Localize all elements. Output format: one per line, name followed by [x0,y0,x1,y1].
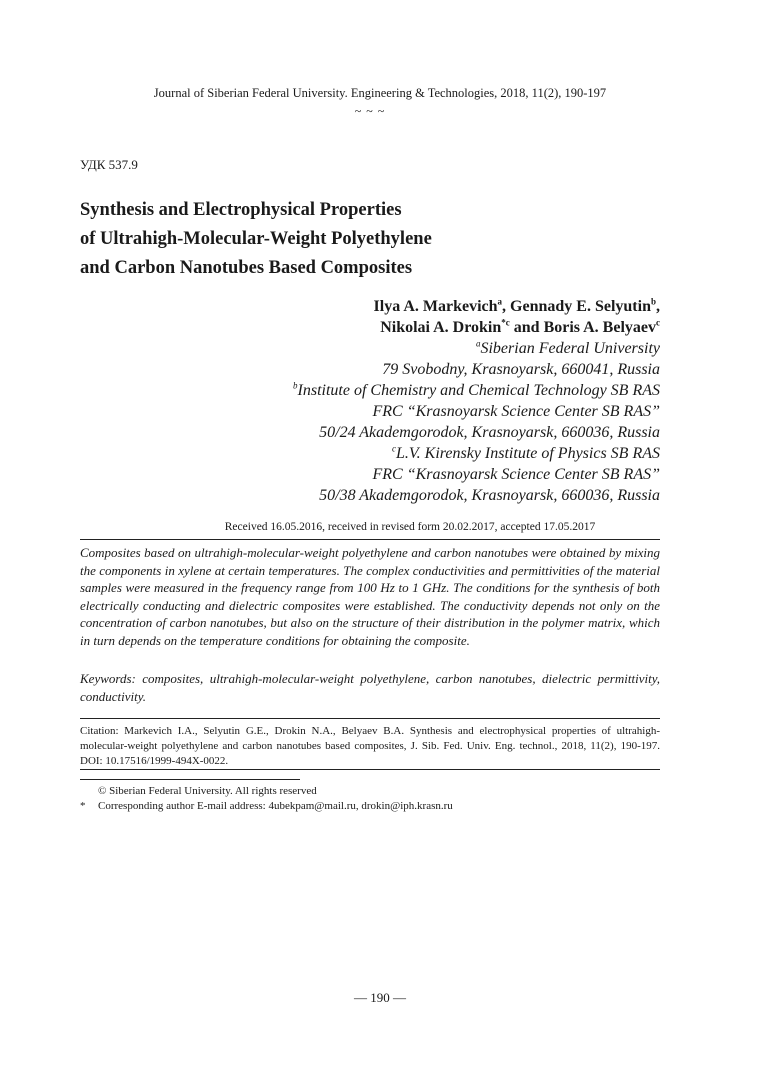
footnote-corresponding [80,799,660,813]
title-line: Synthesis and Electrophysical Properties [80,200,402,220]
author-affil-mark: c [656,317,660,328]
author-affil-mark: a [497,296,503,307]
affiliation-line [200,338,660,359]
affiliation-text: L.V. Kirensky Institute of Physics SB RAS [396,445,660,462]
author-name: Boris A. Belyaev [543,319,656,336]
footnote-text: © Siberian Federal University. All rights reserved [98,785,317,797]
affiliation-text: 50/38 Akademgorodok, Krasnoyarsk, 660036, Russia [319,487,660,504]
keywords: Keywords: composites, ultrahigh-molecular-weight polyethylene, carbon nanotubes, dielectric permittivity, conductivity. [80,671,660,704]
affiliation-text: 50/24 Akademgorodok, Krasnoyarsk, 660036, Russia [319,424,660,441]
footnote-divider [80,779,300,780]
journal-header: Journal of Siberian Federal University. Engineering & Technologies, 2018, 11(2), 190-197 [153,86,607,100]
divider [80,539,660,540]
footnote-mark: * [80,800,86,812]
affiliation-line [200,464,660,485]
affiliation-line [200,485,660,506]
abstract: Composites based on ultrahigh-molecular-weight polyethylene and carbon nanotubes were obtained by mixing the components in xylene at certain temperatures. The complex conductivities and permittivities of the material samples were measured in the frequency range from 100 Hz to 1 GHz. The conditions for the synthesis of both electrically conducting and dielectric composites were established. The conductivity depends not only on the concentration of carbon nanotubes, but also on the structure of their distribution in the polymer matrix, which in turn depends on the temperature conditions for obtaining the composite. [80,545,660,648]
udk-code: УДК 537.9 [80,157,138,172]
affil-mark: a [475,338,481,349]
divider [80,718,660,719]
author-separator: , [502,298,511,315]
footnote-copyright [80,784,660,798]
author-affil-mark: b [650,296,656,307]
page-number: — 190 — [354,990,406,1005]
affiliation-line [200,380,660,401]
author-affil-mark: *c [501,317,510,328]
author-name: Nikolai A. Drokin [380,319,502,336]
affiliation-line [200,443,660,464]
affiliation-text: FRC “Krasnoyarsk Science Center SB RAS” [372,466,660,483]
author-line [200,317,660,338]
affiliation-line [200,359,660,380]
paper-title [80,196,680,283]
divider [80,769,660,770]
author-separator: and [509,319,544,336]
author-separator: , [656,298,660,315]
author-name: Gennady E. Selyutin [510,298,651,315]
affiliation-text: Institute of Chemistry and Chemical Technology SB RAS [297,382,660,399]
affiliation-text: FRC “Krasnoyarsk Science Center SB RAS” [372,403,660,420]
received-dates: Received 16.05.2016, received in revised form 20.02.2017, accepted 17.05.2017 [224,521,596,533]
author-line [200,296,660,317]
author-name: Ilya A. Markevich [373,298,498,315]
header-ornament: ~ ~ ~ [354,104,386,118]
title-line: of Ultrahigh-Molecular-Weight Polyethylene [80,229,432,249]
affil-mark: b [293,380,298,391]
affiliation-line [200,422,660,443]
affiliation-text: 79 Svobodny, Krasnoyarsk, 660041, Russia [382,361,660,378]
footnote-text: Corresponding author E-mail address: 4ubekpam@mail.ru, drokin@iph.krasn.ru [98,800,453,812]
affiliation-text: Siberian Federal University [480,340,660,357]
citation: Citation: Markevich I.A., Selyutin G.E., Drokin N.A., Belyaev B.A. Synthesis and electrophysical properties of ultrahigh-molecular-weight polyethylene and carbon nanotubes based composites, J. Sib. Fed. Univ. Eng. technol., 2018, 11(2), 190-197. DOI: 10.17516/1999-494X-0022. [80,725,660,767]
title-line: and Carbon Nanotubes Based Composites [80,258,413,278]
affil-mark: c [392,443,397,454]
authors-block [200,296,660,506]
affiliation-line [200,401,660,422]
